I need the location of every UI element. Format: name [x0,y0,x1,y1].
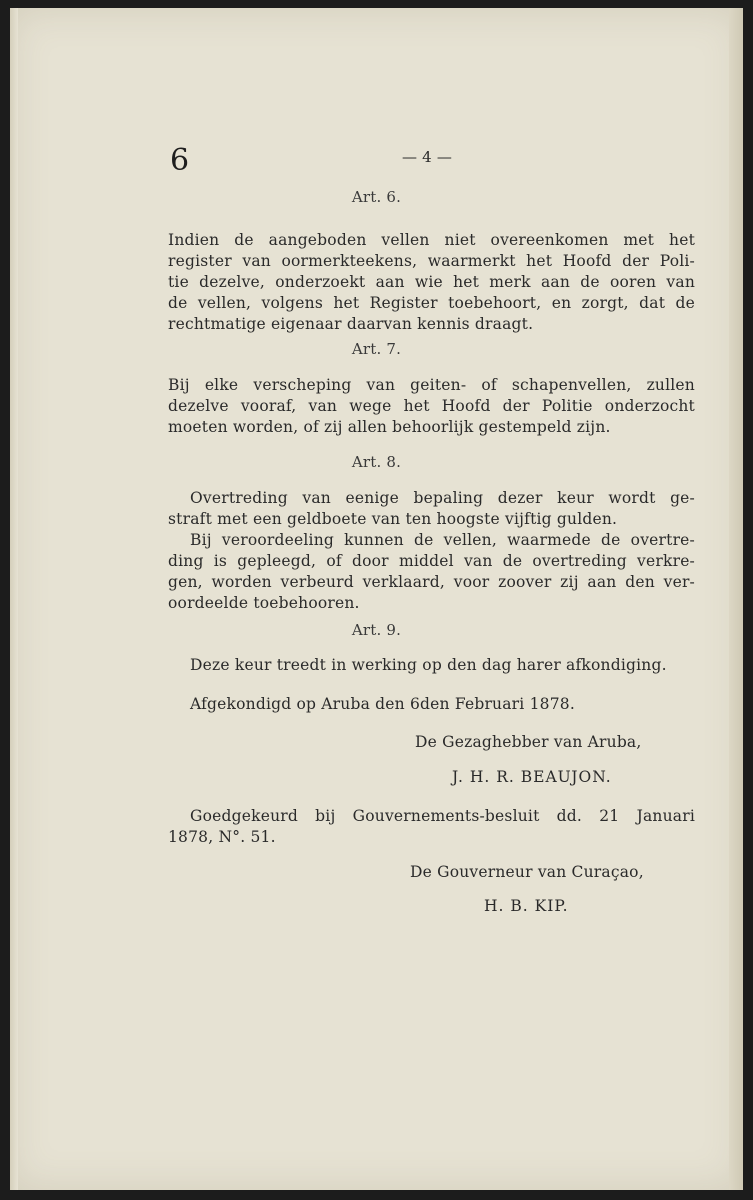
art6-paragraph [168,230,695,335]
art8-line: oordeelde toebehooren. [168,594,360,612]
art9-heading: Art. 9. [351,621,402,639]
art7-line: dezelve vooraf, van wege het Hoofd der Politie onderzocht [168,397,695,415]
art8-line: Overtreding van eenige bepaling dezer keur wordt ge- [190,489,695,507]
art9-line: Deze keur treedt in werking op den dag harer afkondiging. [190,656,667,674]
art8-line: gen, worden verbeurd verklaard, voor zoover zij aan den ver- [168,573,695,591]
page-left-edge [10,8,18,1190]
art6-line: register van oormerkteekens, waarmerkt het Hoofd der Poli- [168,252,695,270]
gouverneur-title: De Gouverneur van Curaçao, [410,863,644,881]
art8-line: ding is gepleegd, of door middel van de overtreding verkre- [168,552,695,570]
art7-heading: Art. 7. [351,340,402,358]
art7-line: Bij elke verscheping van geiten- of schapenvellen, zullen [168,376,695,394]
handwritten-page-number: 6 [170,143,190,178]
art8-line: straft met een geldboete van ten hoogste vijftig gulden. [168,510,618,528]
approval-line: Goedgekeurd bij Gouvernements-besluit dd. 21 Januari [190,807,695,825]
page-number: — 4 — [402,148,453,166]
page-right-edge [729,8,743,1190]
art8-line: Bij veroordeeling kunnen de vellen, waarmede de overtre- [190,531,695,549]
proclamation-line: Afgekondigd op Aruba den 6den Februari 1878. [190,695,575,713]
art9-paragraph [190,655,695,676]
approval-line: 1878, N°. 51. [168,828,276,846]
art6-line: de vellen, volgens het Register toebehoort, en zorgt, dat de [168,294,695,312]
art6-line: Indien de aangeboden vellen niet overeenkomen met het [168,231,695,249]
art6-line: rechtmatige eigenaar daarvan kennis draagt. [168,315,534,333]
proclamation [190,694,695,715]
governor-title: De Gezaghebber van Aruba, [415,733,642,751]
gouverneur-name: H. B. KIP. [484,897,569,915]
art6-heading: Art. 6. [351,188,402,206]
art8-paragraph [168,488,695,614]
approval-paragraph [168,806,695,848]
art7-paragraph [168,375,695,438]
governor-name: J. H. R. BEAUJON. [452,768,612,786]
art7-line: moeten worden, of zij allen behoorlijk gestempeld zijn. [168,418,611,436]
art8-heading: Art. 8. [351,453,402,471]
art6-line: tie dezelve, onderzoekt aan wie het merk aan de ooren van [168,273,695,291]
